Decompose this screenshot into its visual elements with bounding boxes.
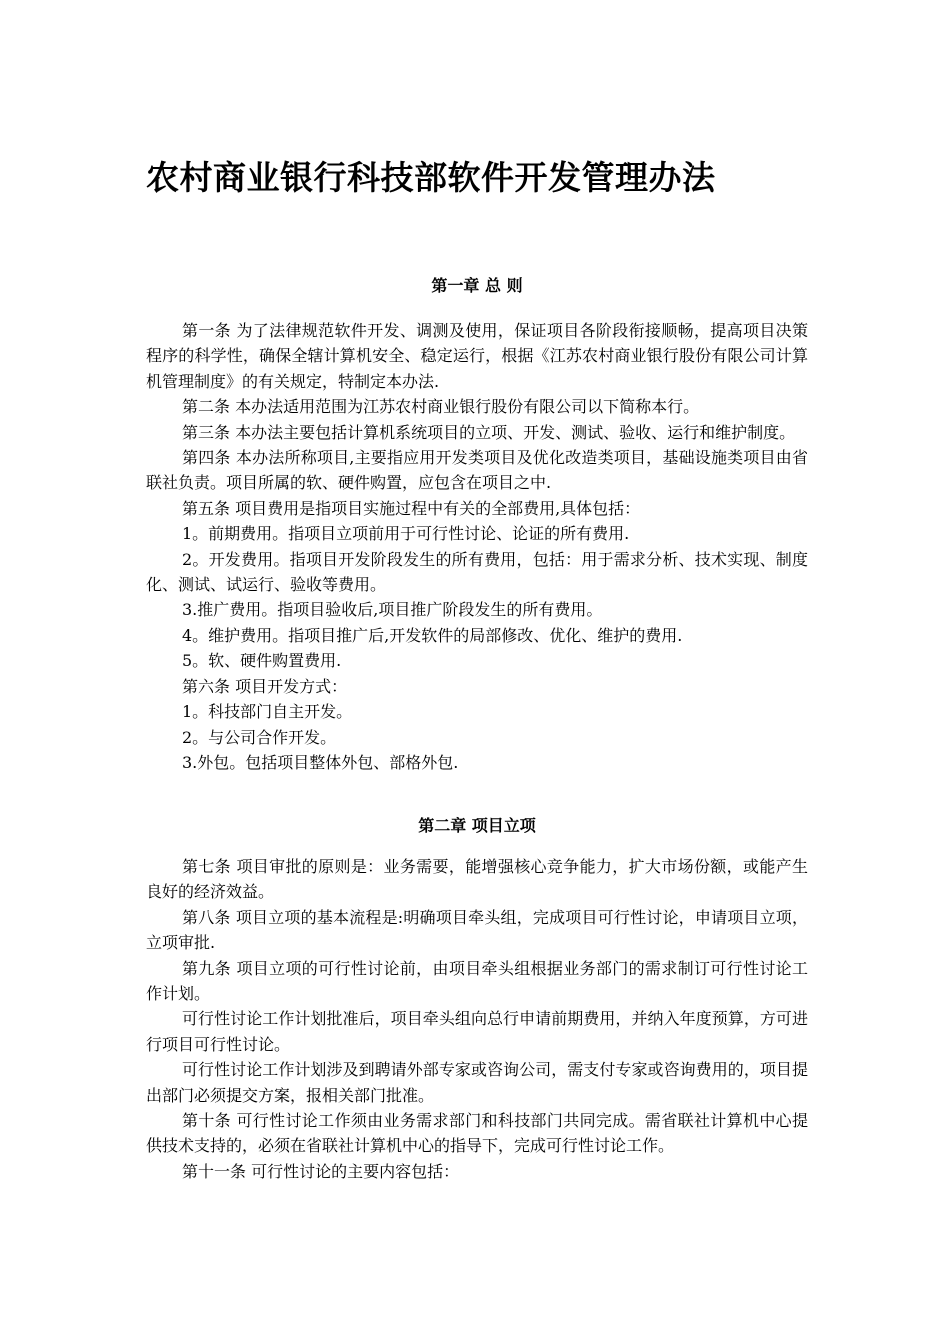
article-9: 第九条 项目立项的可行性讨论前，由项目牵头组根据业务部门的需求制订可行性讨论工作计划。 — [146, 958, 808, 1004]
article-6-item-1: 1。科技部门自主开发。 — [182, 702, 353, 722]
article-9-para-2: 可行性讨论工作计划批准后，项目牵头组向总行申请前期费用，并纳入年度预算，方可进行项目可行性讨论。 — [146, 1009, 808, 1054]
article-5-item-4: 4。维护费用。指项目推广后,开发软件的局部修改、优化、维护的费用. — [182, 625, 683, 645]
article-5-item-5: 5。软、硬件购置费用. — [182, 651, 342, 671]
article-6-item-3: 3.外包。包括项目整体外包、部格外包. — [182, 752, 459, 772]
chapter-2-heading: 第二章 项目立项 — [418, 816, 536, 835]
article-8: 第八条 项目立项的基本流程是:明确项目牵头组，完成项目可行性讨论，申请项目立项，立项审批. — [146, 907, 808, 953]
article-11: 第十一条 可行性讨论的主要内容包括： — [182, 1161, 460, 1181]
article-4: 第四条 本办法所称项目,主要指应用开发类项目及优化改造类项目，基础设施类项目由省联社负责。项目所属的软、硬件购置，应包含在项目之中. — [146, 448, 808, 493]
article-6-item-2: 2。与公司合作开发。 — [182, 727, 337, 747]
article-1: 第一条 为了法律规范软件开发、调测及使用，保证项目各阶段衔接顺畅，提高项目决策程序的科学性，确保全辖计算机安全、稳定运行，根据《江苏农村商业银行股份有限公司计算机管理制度》的有关规定，特制定本办法. — [146, 321, 808, 391]
article-3: 第三条 本办法主要包括计算机系统项目的立项、开发、测试、验收、运行和维护制度。 — [182, 422, 796, 442]
article-5-item-1: 1。前期费用。指项目立项前用于可行性讨论、论证的所有费用. — [182, 524, 630, 544]
article-2: 第二条 本办法适用范围为江苏农村商业银行股份有限公司以下简称本行。 — [182, 397, 700, 417]
article-7: 第七条 项目审批的原则是：业务需要，能增强核心竞争能力，扩大市场份额，或能产生良好的经济效益。 — [146, 857, 808, 902]
chapter-1-heading: 第一章 总 则 — [431, 276, 523, 295]
chapter-1-body — [146, 318, 808, 775]
article-5-item-3: 3.推广费用。指项目验收后,项目推广阶段发生的所有费用。 — [182, 600, 603, 620]
chapter-2-body — [146, 854, 808, 1184]
article-6: 第六条 项目开发方式： — [182, 676, 348, 696]
article-10: 第十条 可行性讨论工作须由业务需求部门和科技部门共同完成。需省联社计算机中心提供技术支持的，必须在省联社计算机中心的指导下，完成可行性讨论工作。 — [146, 1111, 808, 1156]
article-9-para-3: 可行性讨论工作计划涉及到聘请外部专家或咨询公司，需支付专家或咨询费用的，项目提出部门必须提交方案，报相关部门批准。 — [146, 1060, 808, 1105]
article-5-item-2: 2。开发费用。指项目开发阶段发生的所有费用，包括：用于需求分析、技术实现、制度化、测试、试运行、验收等费用。 — [146, 549, 808, 595]
document-title: 农村商业银行科技部软件开发管理办法 — [146, 158, 716, 197]
article-5: 第五条 项目费用是指项目实施过程中有关的全部费用,具体包括： — [182, 498, 641, 518]
